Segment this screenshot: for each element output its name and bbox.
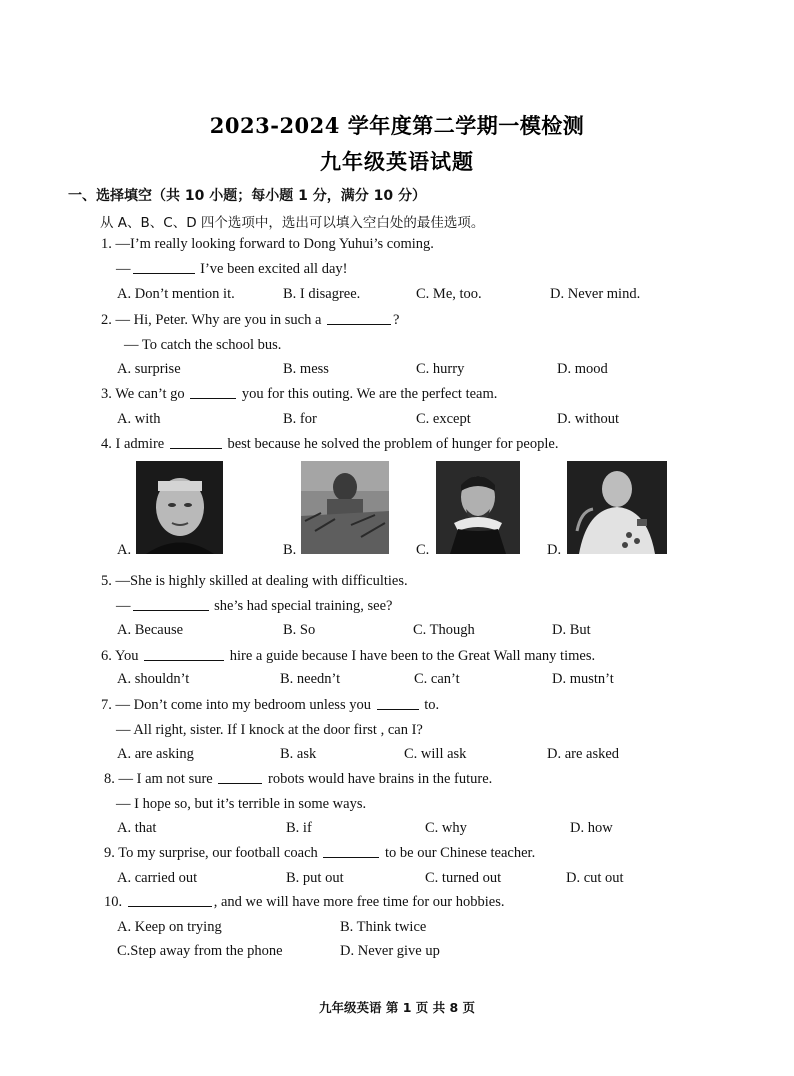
q2-option-c: C. hurry bbox=[416, 361, 465, 377]
q6-option-b: B. needn’t bbox=[280, 671, 341, 687]
q10-stem-end: , and we will have more free time for our hobbies. bbox=[213, 894, 505, 910]
q4-option-c: C. bbox=[416, 542, 430, 558]
q1-option-d: D. Never mind. bbox=[550, 286, 641, 302]
q2-response: — To catch the school bus. bbox=[124, 337, 282, 353]
q2-option-b: B. mess bbox=[283, 361, 329, 377]
answer-blank bbox=[323, 856, 379, 858]
q8-option-b: B. if bbox=[286, 820, 312, 836]
q4-option-d: D. bbox=[547, 542, 562, 558]
q1-stem: 1. —I’m really looking forward to Dong Yuhui’s coming. bbox=[101, 236, 434, 252]
q9-stem-end: to be our Chinese teacher. bbox=[381, 845, 536, 861]
section-heading: 一、选择填空（共 10 小题；每小题 1 分，满分 10 分） bbox=[68, 188, 426, 204]
q10-option-b: B. Think twice bbox=[340, 919, 427, 935]
portrait-photo-a bbox=[136, 461, 223, 554]
q6-option-c: C. can’t bbox=[414, 671, 460, 687]
answer-blank bbox=[218, 782, 262, 784]
q1-response bbox=[116, 261, 347, 278]
q7-option-a: A. are asking bbox=[117, 746, 194, 762]
q5-dash: — bbox=[116, 598, 131, 614]
q4-option-b: B. bbox=[283, 542, 297, 558]
answer-blank bbox=[133, 609, 209, 611]
q6-stem bbox=[101, 648, 595, 665]
q1-option-b: B. I disagree. bbox=[283, 286, 361, 302]
answer-blank bbox=[133, 272, 195, 274]
exam-title: 2023-2024 学年度第二学期一模检测 bbox=[209, 113, 585, 138]
page-footer: 九年级英语 第 1 页 共 8 页 bbox=[318, 1000, 475, 1015]
q9-stem-text: 9. To my surprise, our football coach bbox=[104, 845, 322, 861]
q6-option-a: A. shouldn’t bbox=[117, 671, 190, 687]
q2-stem-text: 2. — Hi, Peter. Why are you in such a bbox=[101, 312, 326, 328]
answer-blank bbox=[377, 708, 419, 710]
q2-stem bbox=[101, 312, 399, 329]
q5-response-text: she’s had special training, see? bbox=[210, 598, 393, 614]
q5-option-d: D. But bbox=[552, 622, 591, 638]
section-instruction: 从 A、B、C、D 四个选项中，选出可以填入空白处的最佳选项。 bbox=[100, 215, 485, 231]
q3-option-b: B. for bbox=[283, 411, 317, 427]
q5-option-c: C. Though bbox=[413, 622, 475, 638]
q10-option-d: D. Never give up bbox=[340, 943, 440, 959]
q9-option-a: A. carried out bbox=[117, 870, 198, 886]
q7-option-c: C. will ask bbox=[404, 746, 467, 762]
answer-blank bbox=[128, 905, 212, 907]
q8-option-d: D. how bbox=[570, 820, 613, 836]
q6-stem-text: 6. You bbox=[101, 648, 143, 664]
q3-stem-text: 3. We can’t go bbox=[101, 386, 189, 402]
q3-stem bbox=[101, 386, 497, 403]
q2-option-a: A. surprise bbox=[117, 361, 181, 377]
q10-option-c: C.Step away from the phone bbox=[117, 943, 283, 959]
q10-stem-text: 10. bbox=[104, 894, 126, 910]
answer-blank bbox=[190, 397, 236, 399]
q3-option-a: A. with bbox=[117, 411, 161, 427]
q7-response: — All right, sister. If I knock at the door first , can I? bbox=[116, 722, 423, 738]
q9-option-c: C. turned out bbox=[425, 870, 502, 886]
exam-subtitle: 九年级英语试题 bbox=[320, 149, 474, 174]
q1-option-c: C. Me, too. bbox=[416, 286, 482, 302]
q9-option-d: D. cut out bbox=[566, 870, 624, 886]
portrait-photo-c bbox=[436, 461, 520, 554]
q8-stem bbox=[104, 771, 492, 788]
q1-dash: — bbox=[116, 261, 131, 277]
q10-stem bbox=[104, 894, 504, 911]
q7-stem-end: to. bbox=[420, 697, 440, 713]
portrait-photo-b bbox=[301, 461, 389, 554]
q8-option-a: A. that bbox=[117, 820, 157, 836]
q9-option-b: B. put out bbox=[286, 870, 344, 886]
q5-option-b: B. So bbox=[283, 622, 316, 638]
q7-stem-text: 7. — Don’t come into my bedroom unless you bbox=[101, 697, 375, 713]
answer-blank bbox=[327, 323, 391, 325]
q6-option-d: D. mustn’t bbox=[552, 671, 614, 687]
q8-stem-text: 8. — I am not sure bbox=[104, 771, 217, 787]
q4-stem-text: 4. I admire bbox=[101, 436, 168, 452]
q2-option-d: D. mood bbox=[557, 361, 608, 377]
q2-stem-end: ? bbox=[393, 312, 400, 328]
q8-stem-end: robots would have brains in the future. bbox=[264, 771, 493, 787]
q3-option-c: C. except bbox=[416, 411, 471, 427]
q9-stem bbox=[104, 845, 535, 862]
q5-response bbox=[116, 598, 393, 615]
q1-response-text: I’ve been excited all day! bbox=[196, 261, 348, 277]
portrait-photo-d bbox=[567, 461, 667, 554]
q7-stem bbox=[101, 697, 439, 714]
q5-stem: 5. —She is highly skilled at dealing with difficulties. bbox=[101, 573, 408, 589]
q1-option-a: A. Don’t mention it. bbox=[117, 286, 235, 302]
q7-option-b: B. ask bbox=[280, 746, 317, 762]
answer-blank bbox=[170, 447, 222, 449]
q3-option-d: D. without bbox=[557, 411, 620, 427]
q7-option-d: D. are asked bbox=[547, 746, 620, 762]
q8-option-c: C. why bbox=[425, 820, 467, 836]
q4-stem-end: best because he solved the problem of hunger for people. bbox=[223, 436, 559, 452]
q3-stem-end: you for this outing. We are the perfect team. bbox=[238, 386, 498, 402]
answer-blank bbox=[144, 659, 224, 661]
q8-response: — I hope so, but it’s terrible in some ways. bbox=[116, 796, 367, 812]
q10-option-a: A. Keep on trying bbox=[117, 919, 222, 935]
q4-option-a: A. bbox=[117, 542, 132, 558]
q5-option-a: A. Because bbox=[117, 622, 184, 638]
q6-stem-end: hire a guide because I have been to the Great Wall many times. bbox=[226, 648, 596, 664]
q4-stem bbox=[101, 436, 558, 453]
